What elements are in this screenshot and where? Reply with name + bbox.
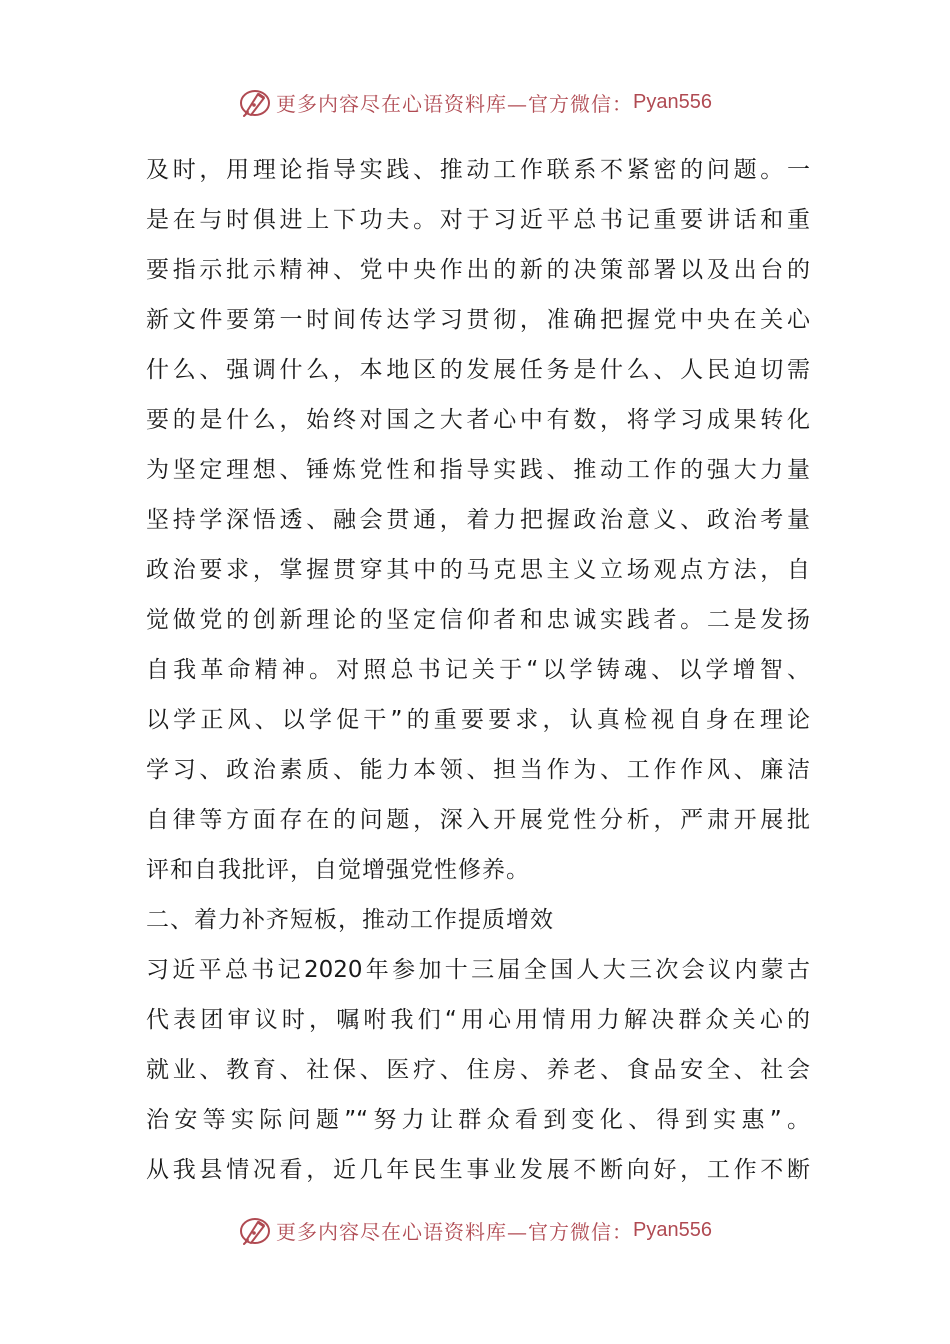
text-line: 新文件要第一时间传达学习贯彻，准确把握党中央在关心 <box>146 307 810 333</box>
text-line: 自律等方面存在的问题，深入开展党性分析，严肃开展批 <box>146 807 810 833</box>
banner-contact: Pyan556 <box>633 1218 712 1241</box>
text-line: 是在与时俱进上下功夫。对于习近平总书记重要讲话和重 <box>146 207 810 233</box>
text-line: 政治要求，掌握贯穿其中的马克思主义立场观点方法，自 <box>146 557 810 583</box>
text-line: 从我县情况看，近几年民生事业发展不断向好，工作不断 <box>146 1157 810 1183</box>
banner-text: 更多内容尽在心语资料库—官方微信： <box>276 1219 634 1244</box>
text-line: 什么、强调什么，本地区的发展任务是什么、人民迫切需 <box>146 357 810 383</box>
text-line: 坚持学深悟透、融会贯通，着力把握政治意义、政治考量 <box>146 507 810 533</box>
text-line: 要指示批示精神、党中央作出的新的决策部署以及出台的 <box>146 257 810 283</box>
footer-banner <box>0 1210 950 1250</box>
text-line: 习近平总书记2020年参加十三届全国人大三次会议内蒙古 <box>146 957 810 983</box>
text-line: 为坚定理想、锤炼党性和指导实践、推动工作的强大力量 <box>146 457 810 483</box>
text-line: 代表团审议时，嘱咐我们“用心用情用力解决群众关心的 <box>146 1007 810 1033</box>
text-line: 自我革命精神。对照总书记关于“以学铸魂、以学增智、 <box>146 657 810 683</box>
text-line: 觉做党的创新理论的坚定信仰者和忠诚实践者。二是发扬 <box>146 607 810 633</box>
text-line: 以学正风、以学促干”的重要要求，认真检视自身在理论 <box>146 707 810 733</box>
text-line: 治安等实际问题”“努力让群众看到变化、得到实惠”。 <box>146 1107 810 1133</box>
text-line: 评和自我批评，自觉增强党性修养。 <box>146 857 530 883</box>
text-line: 及时，用理论指导实践、推动工作联系不紧密的问题。一 <box>146 157 810 183</box>
pen-nib-logo-icon <box>238 85 272 119</box>
section-heading: 二、着力补齐短板，推动工作提质增效 <box>146 907 554 933</box>
header-banner <box>0 82 950 122</box>
pen-nib-logo-icon <box>238 1213 272 1247</box>
text-line: 就业、教育、社保、医疗、住房、养老、食品安全、社会 <box>146 1057 810 1083</box>
banner-contact: Pyan556 <box>633 90 712 113</box>
document-body <box>146 145 810 1195</box>
banner-text: 更多内容尽在心语资料库—官方微信： <box>276 91 634 116</box>
text-line: 学习、政治素质、能力本领、担当作为、工作作风、廉洁 <box>146 757 810 783</box>
text-line: 要的是什么，始终对国之大者心中有数，将学习成果转化 <box>146 407 810 433</box>
